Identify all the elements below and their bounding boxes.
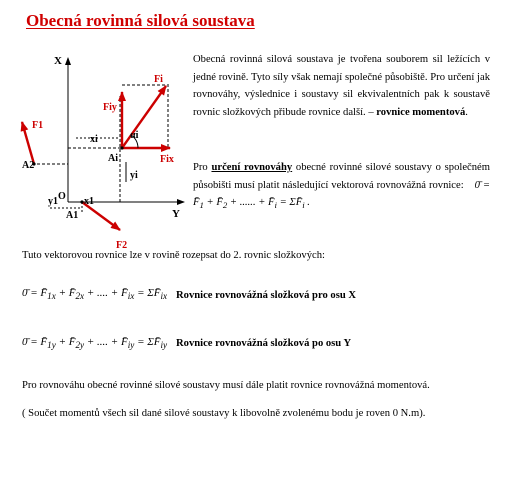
x-axis-label: X <box>54 55 62 67</box>
origin-label: O <box>58 191 66 202</box>
equation-x: 0̄ = $F̄_{1x}$ + $F̄_{2x}$ + .... + $F̄_{ix}$ = $\Sigma F̄_{ix}$ <box>22 287 168 302</box>
a1-label: A1 <box>66 210 79 221</box>
force-system-diagram <box>20 52 192 252</box>
ai-label: Ai <box>108 153 118 164</box>
fi-label: Fi <box>154 74 163 85</box>
alpha-label: αi <box>130 130 139 141</box>
equation-y: 0̄ = $F̄_{1y}$ + $F̄_{2y}$ + .... + $F̄_{iy}$ = $\Sigma F̄_{iy}$ <box>22 336 168 351</box>
vector-split-line: Tuto vektorovou rovnice lze v rovině rozepsat do 2. rovnic složkových: <box>22 250 325 261</box>
intro-paragraph: Obecná rovinná silová soustava je tvořena souborem sil ležících v jedné rovině. Tyto síly však nemají společné působiště. Pro určení jak rovnováhy, výslednice i soustavy sil ekvivalentních pak k soustavě rovnic složkových přibude rovnice další. – rovnice momentová. <box>193 54 490 118</box>
moment-sum-note: ( Součet momentů všech sil dané silové soustavy k libovolně zvolenému bodu je roven 0 N.m). <box>22 408 426 419</box>
f1-left-label: F1 <box>32 120 44 131</box>
force-fi-arrow <box>122 86 166 148</box>
page-title: Obecná rovinná silová soustava <box>26 11 255 30</box>
y-axis-label: Y <box>172 208 180 220</box>
fix-label: Fix <box>160 154 174 165</box>
equation-y-label: Rovnice rovnovážná složková po osu Y <box>176 338 352 349</box>
equation-x-label: Rovnice rovnovážná složková pro osu X <box>176 290 357 301</box>
fiy-label: Fiy <box>103 102 117 113</box>
f2-label: F2 <box>116 240 128 251</box>
a2-label: A2 <box>22 160 35 171</box>
vector-equation-paragraph: Pro určení rovnováhy obecné rovinné silové soustavy o společném působišti musí platit následující vektorová rovnovážná rovnice: 0̄ = $F̄_1$ + $F̄_2$ + ...... + $F̄_i$ = $\Sigma F̄_i$ . <box>193 162 490 211</box>
x1-label: x1 <box>84 196 94 207</box>
yi-label: yi <box>130 170 138 181</box>
moment-equilibrium-paragraph: Pro rovnováhu obecné rovinné silové soustavy musí dále platit rovnice rovnovážná momentová. <box>22 380 430 391</box>
xi-label: xi <box>90 134 98 145</box>
y1-label: y1 <box>48 196 58 207</box>
